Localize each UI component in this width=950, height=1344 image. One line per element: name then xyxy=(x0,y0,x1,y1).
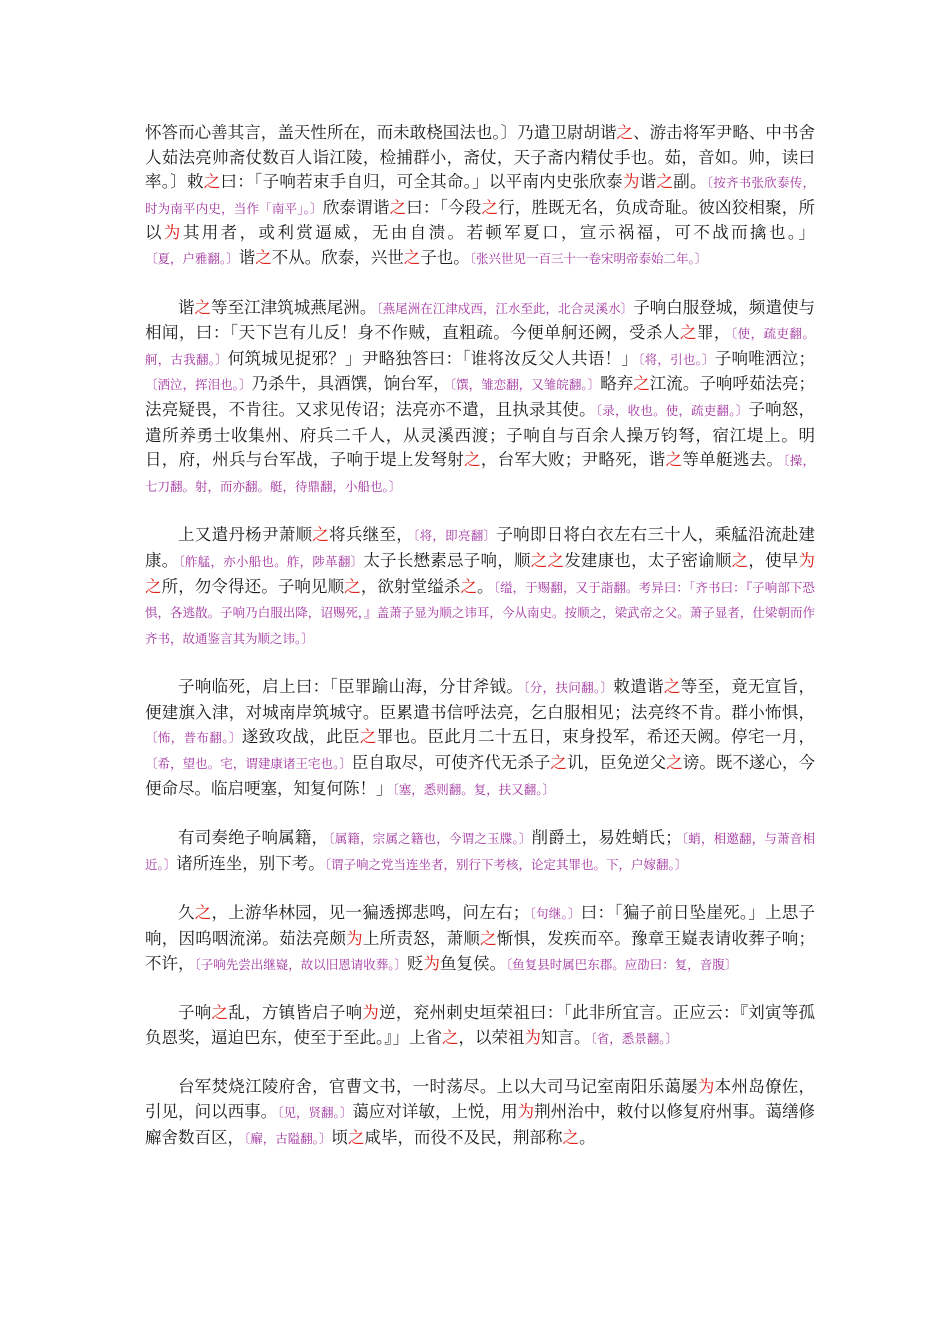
text-run: 怀答而心善其言，盖天性所在，而未敢桡国法也。〕乃遣卫尉胡谐 xyxy=(145,123,617,142)
text-run: 荆州治中，敕付以修复府州事。蔼缮修廨舍数百区， xyxy=(145,1102,815,1147)
annotation-note: 〔夏，户雅翻。〕 xyxy=(145,250,239,266)
text-run: 敕遣谐 xyxy=(613,677,664,697)
annotation-note: 〔子响先尝出继嶷，故以旧恩请收葬。〕 xyxy=(194,956,408,972)
highlighted-character: 之 xyxy=(344,576,361,596)
annotation-note: 〔谓子响之党当连坐者，别行下考核，论定其罪也。下，户嫁翻。〕 xyxy=(324,856,688,872)
text-run: 何筑城见捉邪？」尹略独答曰：「谁将汝反父人共语！」 xyxy=(227,348,639,368)
annotation-note: 〔省，悉景翻。〕 xyxy=(590,1030,679,1046)
text-run: ，欲射堂缢杀 xyxy=(360,576,461,596)
highlighted-character: 之 xyxy=(666,753,683,773)
annotation-note: 〔希，望也。宅，谓建康诸王宅也。〕 xyxy=(145,756,352,772)
text-run: ，以荣祖 xyxy=(458,1027,525,1047)
text-run: 等至江津筑城燕尾洲。 xyxy=(211,297,377,317)
annotation-note: 〔缢，于赐翻，又于詣翻。考异曰：「齐书曰：『子响部下恐惧，各逃散。子响乃白服出降，诏赐死，』盖萧子显为顺之讳耳，今从南史。按顺之，梁武帝之父。萧子显者，仕梁朝而作齐书，故通鉴言其为顺之讳。〕 xyxy=(145,579,816,646)
text-run: 罪也。臣此月二十五日，束身投军，希还天阙。停宅一月， xyxy=(376,727,816,747)
highlighted-character: 为 xyxy=(362,1003,380,1023)
text-run: ，上游华林园，见一猵透掷悲鸣，问左右； xyxy=(211,903,530,923)
annotation-note: 〔张兴世见一百三十一卷宋明帝泰始二年。〕 xyxy=(469,250,708,266)
annotation-note: 〔操，七刀翻。射，而亦翻。艇，待鼎翻，小船也。〕 xyxy=(145,453,816,494)
text-run: 罪， xyxy=(696,323,731,343)
text-run: 鱼复侯。 xyxy=(440,953,507,973)
text-run: 、游击将军尹略、中书舍人茹法亮帅斋仗数百人诣江陵，检捕群小，斋仗，天子斋内精仗手也。茹，音如。帅，读曰率。〕敕 xyxy=(145,123,816,192)
text-run: 行，胜既无名，负成奇耻。彼凶狡相聚，所以 xyxy=(145,197,815,243)
highlighted-character: 之 xyxy=(194,903,212,923)
text-run: 有司奏绝子响属籍， xyxy=(178,828,329,848)
text-run: 知言。 xyxy=(541,1027,591,1047)
text-run: 其用者，或利赏逼威，无由自溃。若顿军夏口，宣示祸福，可不战而擒也。」 xyxy=(182,223,816,243)
annotation-note: 〔怖，普布翻。〕 xyxy=(145,730,242,746)
annotation-note: 〔塞，悉则翻。复，扶又翻。〕 xyxy=(392,781,556,797)
text-run: ，台军大败；尹略死，谐 xyxy=(480,450,666,470)
highlighted-character: 为 xyxy=(423,953,441,973)
paragraph xyxy=(145,901,815,977)
text-run: 本州岛僚佐，引见，问以西事。 xyxy=(145,1077,816,1121)
highlighted-character: 为 xyxy=(517,1102,535,1121)
text-run: 子也。 xyxy=(420,247,470,267)
highlighted-character: 为 xyxy=(524,1027,541,1047)
text-run: 太子长懋素忌子响，顺 xyxy=(363,550,531,570)
paragraph xyxy=(145,296,815,500)
text-run: 子响 xyxy=(178,1003,212,1023)
annotation-note: 〔属籍，宗属之籍也，今谓之玉牒。〕 xyxy=(328,831,532,847)
highlighted-character: 之 xyxy=(348,1127,365,1147)
paragraph xyxy=(145,523,815,651)
annotation-note: 〔按齐书张欣泰传，时为南平内史，当作「南平」。〕 xyxy=(145,175,816,216)
text-run: 诸所连坐，别下考。 xyxy=(176,853,325,873)
paragraph xyxy=(145,121,815,272)
text-run: 曰：「猵子前日坠崖死。」上思子响，因呜咽流涕。茹法亮颇 xyxy=(145,903,816,949)
text-run: 贬 xyxy=(407,953,424,973)
annotation-note: 〔鱼复县时属巴东郡。应劭曰：复，音腹〕 xyxy=(506,956,738,972)
text-run: 子响即日将白衣左右三十人，乘艋沿流赴建康。 xyxy=(145,525,816,570)
text-run: 削爵土，易姓蛸氏； xyxy=(531,828,682,848)
annotation-note: 〔使，疏吏翻。舸，古我翻。〕 xyxy=(145,326,816,367)
paragraph xyxy=(145,826,815,877)
highlighted-character: 为 xyxy=(163,223,183,243)
text-run: 遂致攻战，此臣 xyxy=(241,727,360,747)
highlighted-character: 之 xyxy=(550,753,567,773)
text-run: 略弃 xyxy=(600,374,634,394)
highlighted-character: 之 xyxy=(665,450,683,470)
text-run: 惭惧，发疾而卒。豫章王嶷表请收葬子响；不许， xyxy=(145,929,816,973)
text-run: 。 xyxy=(477,576,494,596)
text-run: 乃杀牛，具酒馔，饷台军， xyxy=(251,374,450,394)
text-run: 谤。既不遂心，今便命尽。临启哽塞，知复何陈！」 xyxy=(145,753,816,798)
annotation-note: 〔录，收也。使，疏吏翻。〕 xyxy=(595,402,749,418)
text-run: 等单艇逃去。 xyxy=(682,450,784,470)
text-run: 等至，竟无宣旨，便建旗入津，对城南岸筑城守。臣累遣书信呼法亮，乞白服相见；法亮终不肯。群小怖惧， xyxy=(145,677,816,722)
text-run: ，使早 xyxy=(748,550,799,570)
highlighted-character: 之 xyxy=(194,297,212,317)
text-run: 咸毕，而役不及民，荆部称 xyxy=(364,1127,563,1147)
highlighted-character: 为 xyxy=(346,929,363,949)
text-run: 蔼应对详敏，上悦，用 xyxy=(352,1102,518,1121)
text-run: 上又遣丹杨尹萧顺 xyxy=(178,525,313,545)
highlighted-character: 之 xyxy=(442,1027,459,1047)
text-run: 副。 xyxy=(673,172,707,192)
text-run: 乱，方镇皆启子响 xyxy=(228,1003,363,1023)
annotation-note: 〔洒泣，挥泪也。〕 xyxy=(145,377,252,393)
text-run: 谐 xyxy=(178,297,195,317)
text-run: 逆，兖州刺史垣荣祖曰：「此非所宜言。正应云：『刘寅等孤负恩奖，逼迫巴东，使至于至此。』」上省 xyxy=(145,1003,816,1047)
highlighted-character: 之 xyxy=(211,1003,229,1023)
highlighted-character: 为 xyxy=(622,172,640,192)
highlighted-character: 之 xyxy=(616,123,634,142)
annotation-note: 〔舴艋，亦小船也。舴，陟革翻〕 xyxy=(178,553,364,569)
highlighted-character: 之 xyxy=(663,677,681,697)
highlighted-character: 为 xyxy=(697,1077,715,1097)
highlighted-character: 之 xyxy=(562,1127,580,1147)
annotation-note: 〔馔，雏恋翻，又雏皖翻。〕 xyxy=(449,377,601,393)
text-run: 欣泰谓谐 xyxy=(322,197,390,217)
text-run: 久 xyxy=(178,903,195,923)
paragraph xyxy=(145,675,815,802)
text-run: 台军焚烧江陵府舍，官曹文书，一时荡尽。上以大司马记室南阳乐蔼屡 xyxy=(178,1077,698,1097)
annotation-note: 〔将，即亮翻〕 xyxy=(413,528,497,544)
annotation-note: 〔燕尾洲在江津戍西，江水至此，北合灵溪水〕 xyxy=(376,300,634,316)
annotation-note: 〔将，引也。〕 xyxy=(638,351,715,367)
text-run: 曰：「今段 xyxy=(406,197,482,217)
document-page xyxy=(145,121,815,1175)
highlighted-character: 之 xyxy=(203,172,221,192)
highlighted-character: 之 xyxy=(255,247,272,267)
annotation-note: 〔廨，古隘翻。〕 xyxy=(244,1130,332,1146)
highlighted-character: 之 xyxy=(481,197,499,217)
text-run: 江流。子响呼茹法亮；法亮疑畏，不肯往。又求见传诏；法亮亦不遣，且执录其使。 xyxy=(145,374,816,419)
text-run: 发建康也，太子密谕顺 xyxy=(564,550,732,570)
annotation-note: 〔句继。〕 xyxy=(529,906,581,922)
highlighted-character: 之 xyxy=(480,929,497,949)
text-run: 上所责怒，萧顺 xyxy=(362,929,481,949)
highlighted-character: 之 xyxy=(656,172,674,192)
text-run: 子响白服登城，频遣使与相闻，曰：「天下岂有儿反！身不作贼，直粗疏。今便单舸还阙，受杀人 xyxy=(145,297,816,343)
annotation-note: 〔蛸，相邀翻，与萧音相近。〕 xyxy=(145,831,815,872)
paragraph xyxy=(145,1001,815,1051)
text-run: 谐 xyxy=(639,172,657,192)
text-run: 谐 xyxy=(238,247,256,267)
text-run: 所，勿令得还。子响见顺 xyxy=(161,576,345,596)
highlighted-character: 之 xyxy=(403,247,421,267)
text-run: 不从。欣泰，兴世 xyxy=(271,247,404,267)
paragraph xyxy=(145,1075,815,1151)
text-run: 臣自取尽，可使齐代无杀子 xyxy=(351,753,551,773)
text-run: 顷 xyxy=(331,1127,349,1147)
highlighted-character: 之 xyxy=(464,450,481,470)
highlighted-character: 之 xyxy=(679,323,697,343)
highlighted-character: 之 xyxy=(389,197,407,217)
annotation-note: 〔分，扶问翻。〕 xyxy=(523,680,614,696)
highlighted-character: 之 xyxy=(460,576,478,596)
text-run: 子响临死，启上曰：「臣罪踰山海，分甘斧钺。 xyxy=(178,677,524,697)
highlighted-character: 为之 xyxy=(145,550,816,596)
highlighted-character: 之 xyxy=(312,525,330,545)
highlighted-character: 之 xyxy=(731,550,749,570)
text-run: 将兵继至， xyxy=(329,525,414,545)
highlighted-character: 之 xyxy=(359,727,377,747)
text-run: 子响怒，遣所养勇士收集州、府兵二千人，从灵溪西渡；子响自与百余人操万钧弩，宿江堤上。明日，府，州兵与台军战，子响于堤上发弩射 xyxy=(145,399,815,470)
highlighted-character: 之 xyxy=(633,374,650,394)
text-run: 曰：「子响若束手自归，可全其命。」以平南内史张欣泰 xyxy=(220,172,623,192)
text-run: 子响唯洒泣； xyxy=(714,348,815,368)
text-run: 。 xyxy=(579,1127,596,1147)
text-run: 讥，臣免逆父 xyxy=(566,753,667,773)
annotation-note: 〔见，贤翻。〕 xyxy=(277,1105,353,1120)
highlighted-character: 之之 xyxy=(530,550,565,570)
